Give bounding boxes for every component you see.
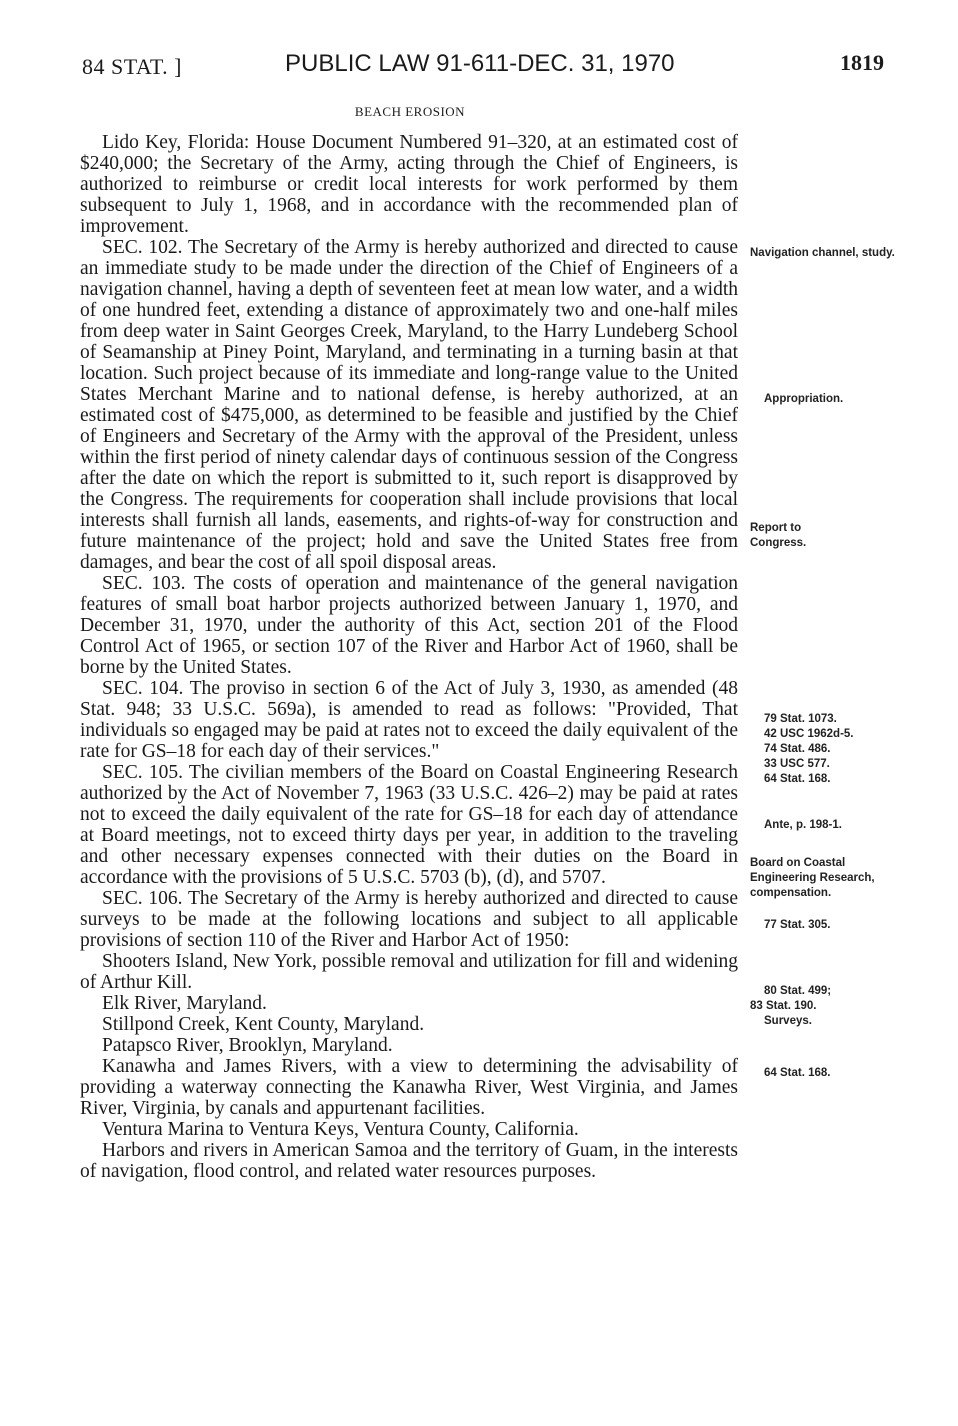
- margin-citation: 33 USC 577.: [764, 758, 830, 770]
- margin-citation: 42 USC 1962d-5.: [764, 728, 854, 740]
- survey-item: Patapsco River, Brooklyn, Maryland.: [102, 1035, 393, 1056]
- survey-item: Harbors and rivers in American Samoa and the territory of Guam, in the interests of navigation, flood control, and related water resources purposes.: [80, 1140, 738, 1182]
- paragraph-sec-103: SEC. 103. The costs of operation and maintenance of the general navigation features of small boat harbor projects authorized between January 1, 1970, and December 31, 1970, under the authority of this Act, section 201 of the Flood Control Act of 1965, or section 107 of the River and Harbor Act of 1960, shall be borne by the United States.: [80, 573, 738, 678]
- survey-item: Elk River, Maryland.: [102, 993, 267, 1014]
- margin-citation: 74 Stat. 486.: [764, 743, 831, 755]
- paragraph-sec-102: SEC. 102. The Secretary of the Army is hereby authorized and directed to cause an immediate study to be made under the direction of the Chief of Engineers of a navigation channel, having a depth of seventeen feet at mean low water, and a width of one hundred feet, extending a distance of approximately two and one-half miles from deep water in Saint Georges Creek, Maryland, to the Harry Lundeberg School of Seamanship at Piney Point, Maryland, and terminating in a turning basin at that location. Such project because of its immediate and long-range value to the United States Merchant Marine and to national defense, is hereby authorized, at an estimated cost of $475,000, as determined to be feasible and justified by the Chief of Engineers and Secretary of the Army with the approval of the President, unless within the first period of ninety calendar days of continuous session of the Congress after the date on which the report is submitted to it, such report is disapproved by the Congress. The requirements for cooperation shall include provisions that local interests shall furnish all lands, easements, and rights-of-way for construction and future maintenance of the project; hold and save the United States free from damages, and bear the cost of all spoil disposal areas.: [80, 237, 738, 573]
- survey-item: Shooters Island, New York, possible removal and utilization for fill and widening of Arthur Kill.: [80, 951, 738, 993]
- survey-item: Stillpond Creek, Kent County, Maryland.: [102, 1014, 425, 1035]
- margin-citation: 83 Stat. 190.: [750, 1000, 817, 1012]
- margin-citation: 64 Stat. 168.: [764, 773, 831, 785]
- margin-note-report: Report to Congress.: [750, 522, 807, 549]
- body-text: [80, 132, 738, 1182]
- survey-item: Kanawha and James Rivers, with a view to determining the advisability of providing a waterway connecting the Kanawha River, West Virginia, and James River, Virginia, by canals and appurtenant facilities.: [80, 1056, 738, 1119]
- margin-note-surveys: Surveys.: [764, 1015, 812, 1027]
- margin-note-appropriation: Appropriation.: [764, 393, 844, 405]
- paragraph-lido-key: Lido Key, Florida: House Document Numbered 91–320, at an estimated cost of $240,000; the Secretary of the Army, acting through the Chief of Engineers, is authorized to reimburse or credit local interests for work performed by them subsequent to July 1, 1968, and in accordance with the recommended plan of improvement.: [80, 132, 738, 237]
- section-title: BEACH EROSION: [354, 104, 466, 119]
- margin-citation: 79 Stat. 1073.: [764, 713, 837, 725]
- statute-volume-header: 84 STAT. ]: [82, 54, 182, 79]
- survey-item: Ventura Marina to Ventura Keys, Ventura County, California.: [102, 1119, 579, 1140]
- public-law-header: PUBLIC LAW 91-611-DEC. 31, 1970: [285, 50, 675, 77]
- margin-citation: 64 Stat. 168.: [764, 1067, 831, 1079]
- margin-citation: 77 Stat. 305.: [764, 919, 831, 931]
- paragraph-sec-105: SEC. 105. The civilian members of the Board on Coastal Engineering Research authorized by the Act of November 7, 1963 (33 U.S.C. 426–2) may be paid at rates not to exceed the daily equivalent of the rate for GS–18 for each day of attendance at Board meetings, not to exceed thirty days per year, in addition to the traveling and other necessary expenses connected with their duties on the Board in accordance with the provisions of 5 U.S.C. 5703 (b), (d), and 5707.: [80, 762, 738, 888]
- paragraph-sec-106: SEC. 106. The Secretary of the Army is hereby authorized and directed to cause surveys to be made at the following locations and subject to all applicable provisions of section 110 of the River and Harbor Act of 1950:: [80, 888, 738, 951]
- paragraph-sec-104: SEC. 104. The proviso in section 6 of the Act of July 3, 1930, as amended (48 Stat. 948; 33 U.S.C. 569a), is amended to read as follows: "Provided, That individuals so engaged may be paid at rates not to exceed the daily equivalent of the rate for GS–18 for each day of their services.": [80, 678, 738, 762]
- margin-note-board: Board on Coastal Engineering Research, compensation.: [750, 857, 875, 899]
- margin-note-ante: Ante, p. 198-1.: [764, 819, 842, 831]
- margin-citation: 80 Stat. 499;: [764, 985, 832, 997]
- page-number: 1819: [840, 50, 884, 75]
- margin-note-navigation: Navigation channel, study.: [750, 247, 895, 259]
